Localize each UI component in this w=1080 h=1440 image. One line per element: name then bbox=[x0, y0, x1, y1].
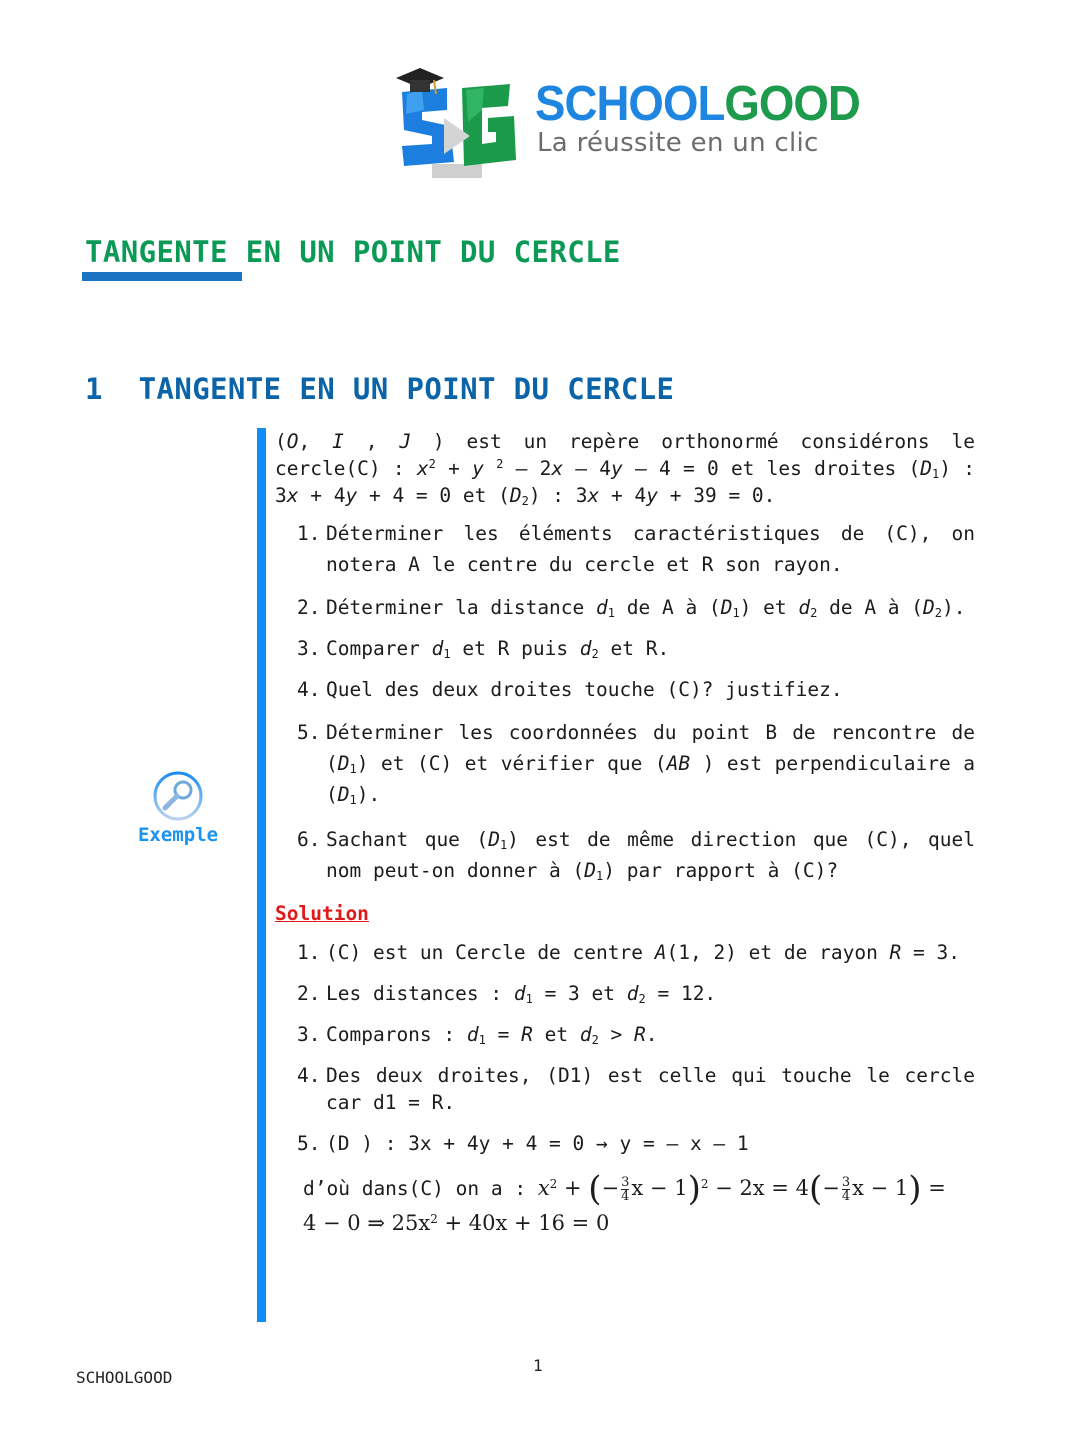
question-item: 1. Déterminer les éléments caractéristiques de (C), on notera A le centre du cercle et R son rayon. bbox=[297, 522, 975, 576]
question-list bbox=[275, 518, 975, 886]
solution-item: 5. (D ) : 3x + 4y + 4 = 0 → y = – x – 1 bbox=[297, 1132, 749, 1155]
footer-brand: SCHOOLGOOD bbox=[76, 1368, 173, 1387]
section-number: 1 bbox=[85, 372, 103, 406]
question-item: 6. Sachant que $(D_1)$ est de même direction que (C), quel nom peut-on donner à $(D_1)$ par rapport à (C)? bbox=[297, 828, 975, 883]
logo-brand-text: SCHOOLGOOD bbox=[535, 77, 860, 131]
solution-item: 2. Les distances : $d_1 = 3$ et $d_2 = 12$. bbox=[297, 982, 717, 1006]
question-item: 3. Comparer $d_1$ et R puis $d_2$ et R. bbox=[297, 637, 670, 661]
question-item: 2. Déterminer la distance $d_1$ de A à $(D_1)$ et $d_2$ de A à $(D_2)$. bbox=[297, 596, 966, 620]
solution-item: 1. (C) est un Cercle de centre A(1, 2) et de rayon R = 3. bbox=[297, 941, 960, 964]
title-underline-bar bbox=[82, 272, 242, 281]
page-number: 1 bbox=[533, 1356, 543, 1375]
question-item: 5. Déterminer les coordonnées du point B de rencontre de $(D_1)$ et (C) et vérifier que (AB ) est perpendiculaire a $(D_1)$. bbox=[297, 721, 975, 807]
document-title: TANGENTE EN UN POINT DU CERCLE bbox=[85, 235, 621, 269]
solution-heading: Solution bbox=[275, 902, 369, 925]
section-title: TANGENTE EN UN POINT DU CERCLE bbox=[138, 372, 675, 406]
schoolgood-logo bbox=[392, 62, 860, 187]
solution-list bbox=[275, 939, 975, 1157]
solution-derivation: d’où dans(C) on a : $x^2$ + (− $\frac{3}{4}$ x − 1)$^2$ − 2x = 4(− $\frac{3}{4}$ x − 1) = 4 − 0 ⇒ $25x^2 + 40x + 16 = 0$ bbox=[303, 1169, 946, 1235]
sg-logo-mark-icon bbox=[392, 62, 532, 187]
question-item: 4. Quel des deux droites touche (C)? justifiez. bbox=[297, 678, 843, 701]
solution-item: 3. Comparons : $d_1 = R$ et $d_2 > R$. bbox=[297, 1023, 658, 1047]
magnifier-icon bbox=[152, 770, 204, 822]
example-content bbox=[275, 428, 975, 1241]
solution-item: 4. Des deux droites, (D1) est celle qui touche le cercle car d1 = R. bbox=[297, 1064, 975, 1114]
logo-tagline: La réussite en un clic bbox=[537, 128, 819, 158]
example-label-text: Exemple bbox=[137, 824, 219, 846]
example-statement: (O, I , J ) est un repère orthonormé considérons le cercle(C) : $x^2 + y$ $^2$ – 2x – 4y – 4 = 0 et les droites $(D_1)$ : 3x + 4y + 4 = 0 et $(D_2)$ : 3x + 4y + 39 = 0. bbox=[275, 430, 975, 508]
example-label bbox=[118, 770, 238, 846]
example-left-bar bbox=[257, 428, 266, 1322]
section-heading bbox=[85, 372, 674, 406]
